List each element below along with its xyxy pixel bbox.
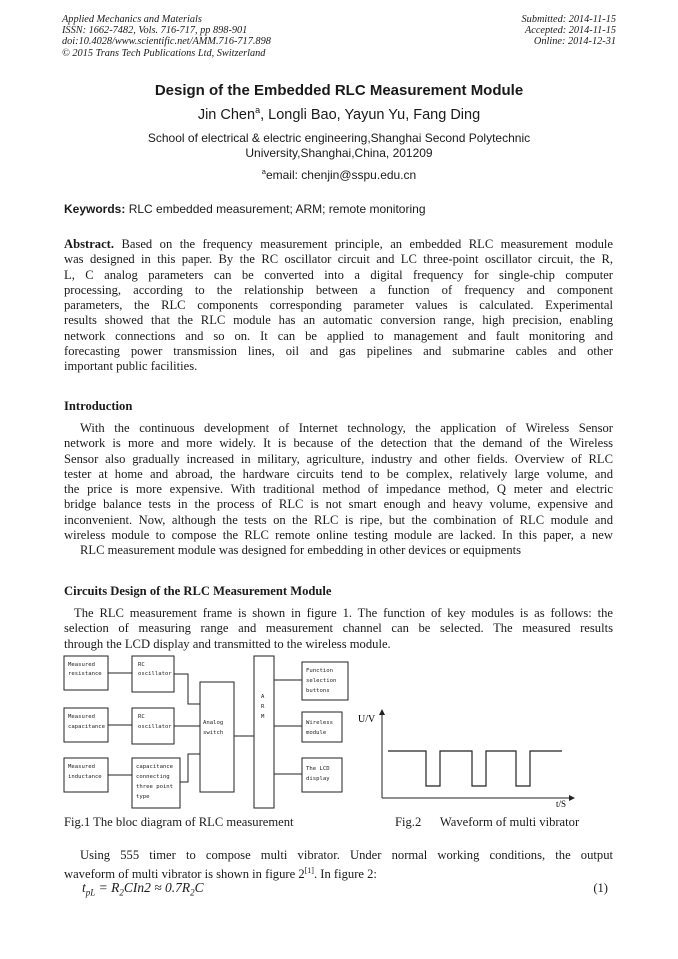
circuits-heading: Circuits Design of the RLC Measurement Module [64, 584, 332, 598]
issn-line: ISSN: 1662-7482, Vols. 716-717, pp 898-901 [62, 25, 248, 37]
waveform-plot [356, 706, 578, 810]
wireless-module-label: module [306, 730, 327, 736]
arm-label: A [261, 694, 265, 700]
abstract-line: was designed in this paper. By the RC oscillator circuit and LC three-point oscillator circuit, the R, [64, 252, 613, 267]
wireless-module-label: Wireless [306, 720, 333, 726]
intro-line: RLC measurement module was designed for embedding in other devices or equipments [80, 543, 522, 558]
abstract-line: Abstract. Based on the frequency measurement principle, an embedded RLC measurement module [64, 237, 613, 251]
online-date: Online: 2014-12-31 [533, 36, 616, 48]
fig1-caption: Fig.1 The bloc diagram of RLC measurement [64, 815, 294, 829]
author-sup: a [255, 105, 261, 115]
introduction-body [64, 421, 613, 559]
journal-header [62, 14, 271, 59]
rc-oscillator-label: RC [138, 714, 145, 720]
wireless-module-box [302, 712, 342, 742]
circuits-line: selection of measuring range and measurement channel can be selected. The measured results [64, 621, 613, 636]
keywords [64, 202, 426, 216]
accepted-date: Accepted: 2014-11-15 [524, 25, 616, 37]
timer-line: waveform of multi vibrator is shown in figure 2[1]. In figure 2: [64, 866, 377, 882]
equation-number: (1) [593, 881, 608, 895]
copyright-line: © 2015 Trans Tech Publications Ltd, Switzerland [62, 47, 266, 59]
introduction-heading: Introduction [64, 399, 133, 413]
x-axis-label: t/S [556, 799, 567, 809]
affiliation-line: School of electrical & electric engineering,Shanghai Second Polytechnic [147, 131, 531, 145]
citation-ref: [1] [304, 866, 314, 876]
wire [174, 674, 200, 704]
submitted-date: Submitted: 2014-11-15 [521, 14, 616, 25]
affiliation-line: University,Shanghai,China, 201209 [245, 146, 433, 160]
abstract-line: network connections and so on. It can be applied to management and fault monitoring and [64, 328, 613, 343]
intro-line: tester at home and abroad, the hardware circuits tend to be complex, relatively large volume, and [64, 466, 613, 481]
abstract [64, 237, 613, 375]
timer-paragraph [64, 848, 613, 883]
abstract-line: results showed that the RLC module has an automatic conversion range, high precision, enabling [64, 313, 613, 328]
y-axis-label: U/V [358, 714, 376, 725]
abstract-line: L, C analog parameters can be converted into a digital frequency for single-chip computer [64, 267, 613, 282]
circuits-line: The RLC measurement frame is shown in figure 1. The function of key modules is as follows: the [74, 606, 613, 620]
arm-label: M [261, 714, 265, 720]
measured-resistance-label: resistance [68, 671, 102, 677]
timer-line: Using 555 timer to compose multi vibrator. Under normal working conditions, the output [80, 848, 613, 862]
intro-line: Sensor also gradually increased in military, agriculture, industry and other fields. Overview of RLC [64, 451, 613, 466]
dates-header [522, 14, 616, 48]
email-sup: a [261, 167, 266, 176]
cap-connect-label: capacitance [136, 764, 174, 770]
measured-inductance-label: inductance [68, 774, 102, 780]
fig2-caption: Fig.2 Waveform of multi vibrator [395, 815, 580, 829]
intro-line: bridge balance tests in the process of RLC is not smart enough and heavy volume, expensive and [64, 497, 613, 512]
measured-capacitance-label: capacitance [68, 724, 106, 730]
affiliation [120, 131, 558, 161]
arm-box [254, 656, 274, 808]
keywords-label: Keywords: [64, 202, 126, 216]
paper-title: Design of the Embedded RLC Measurement Module [154, 82, 524, 99]
email-text: email: chenjin@sspu.edu.cn [265, 168, 417, 182]
keywords-text: RLC embedded measurement; ARM; remote monitoring [125, 202, 426, 216]
abstract-line: forecasting power transmission lines, oil and gas pipelines and submarine cables and other [64, 344, 613, 359]
arm-label: R [261, 704, 265, 710]
authors [0, 105, 678, 123]
rc-oscillator-label: oscillator [138, 671, 172, 677]
measured-resistance-label: Measured [68, 662, 95, 668]
abstract-line: important public facilities. [64, 359, 198, 374]
wire [180, 754, 200, 782]
cap-connect-label: three point [136, 784, 174, 790]
function-buttons-label: selection [306, 678, 337, 684]
intro-line: the price is more expensive. With traditional method of impedance method, Q meter and electric [64, 482, 613, 497]
lcd-display-box [302, 758, 342, 792]
abstract-line: parameters, the RLC components corresponding parameter values is calculated. Experimental [64, 298, 613, 313]
cap-connect-label: connecting [136, 774, 170, 780]
rc-oscillator-label: RC [138, 662, 145, 668]
lcd-display-label: display [306, 776, 330, 782]
intro-line: wireless module to compose the RLC remote online testing module are lacked. In this paper, a new [64, 528, 613, 543]
analog-switch-label: switch [203, 730, 224, 736]
function-buttons-label: buttons [306, 688, 330, 694]
rc-oscillator-label: oscillator [138, 724, 172, 730]
square-wave [388, 751, 562, 786]
abstract-label: Abstract. [64, 237, 115, 251]
journal-name: Applied Mechanics and Materials [62, 14, 202, 25]
circuits-body [64, 606, 613, 652]
analog-switch-box [200, 682, 234, 792]
intro-line: network is more and more widely. It is because of the detection that the demand of the Wireless [64, 436, 613, 451]
cap-connect-label: type [136, 794, 150, 800]
email [0, 167, 678, 182]
abstract-line: processing, according to the relationship between a function of frequency and component [64, 282, 613, 297]
circuits-line: through the LCD display and transmitted to the wireless module. [64, 636, 391, 651]
other-authors: , Longli Bao, Yayun Yu, Fang Ding [260, 106, 481, 123]
equation-1: $t_{pL} = R_2CIn2 \approx 0.7R_2C$ [82, 880, 204, 898]
analog-switch-label: Analog [203, 720, 224, 726]
lcd-display-label: The LCD [306, 766, 330, 772]
first-author: Jin Chen [197, 106, 256, 123]
block-diagram [62, 654, 362, 814]
intro-line: With the continuous development of Internet technology, the application of Wireless Sensor [80, 421, 613, 435]
function-buttons-label: Function [306, 668, 333, 674]
intro-line: inconvenient. Now, although the tests on the RLC is ripe, but the combination of RLC module and [64, 512, 613, 527]
measured-capacitance-label: Measured [68, 714, 95, 720]
doi-line: doi:10.4028/www.scientific.net/AMM.716-717.898 [62, 36, 271, 48]
measured-inductance-label: Measured [68, 764, 95, 770]
